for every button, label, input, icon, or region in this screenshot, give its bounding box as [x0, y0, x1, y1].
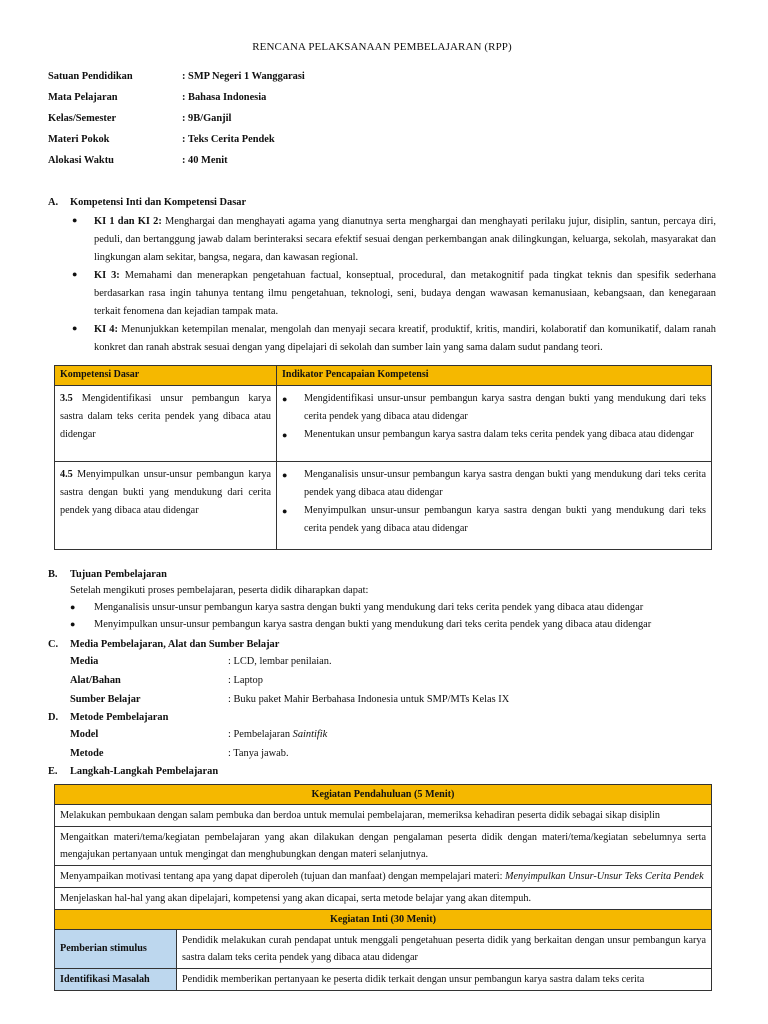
model-row [70, 725, 716, 744]
bullet-icon: ● [70, 601, 76, 612]
table-row [55, 804, 712, 826]
section-letter: C. [48, 638, 59, 650]
indicator-cell [277, 385, 712, 461]
step-cell: Pendidik melakukan curah pendapat untuk menggali pengetahuan peserta didik yang berkaitan dengan unsur pembangun karya sastra dalam teks cerita pendek yang dibaca atau didengar [177, 929, 712, 968]
section-b-heading [48, 567, 716, 582]
table-row [55, 826, 712, 865]
meta-label: Mata Pelajaran [48, 91, 118, 103]
section-title: Kompetensi Inti dan Kompetensi Dasar [70, 196, 247, 208]
table-row [55, 929, 712, 968]
section-letter: E. [48, 765, 58, 777]
list-item [282, 466, 706, 502]
document-title: RENCANA PELAKSANAAN PEMBELAJARAN (RPP) [252, 41, 512, 53]
meta-value: : 9B/Ganjil [182, 112, 232, 124]
bullet-icon: ● [72, 215, 78, 226]
pendahuluan-header: Kegiatan Pendahuluan (5 Menit) [55, 784, 712, 804]
tujuan-text: Menganalisis unsur-unsur pembangun karya sastra dengan bukti yang mendukung dari teks cerita pendek yang dibaca atau didengar [94, 601, 644, 613]
tujuan-intro: Setelah mengikuti proses pembelajaran, peserta didik diharapkan dapat: [70, 584, 369, 596]
section-e-heading [48, 764, 716, 779]
list-item [282, 426, 706, 444]
sumber-label: Sumber Belajar [70, 693, 141, 705]
model-italic: Saintifik [292, 728, 328, 740]
bullet-icon: ● [282, 393, 288, 404]
table-row [55, 887, 712, 909]
sumber-row [70, 690, 716, 709]
ki-list [72, 213, 716, 357]
step-label: Identifikasi Masalah [55, 968, 177, 990]
kd-number: 4.5 [60, 468, 73, 480]
meta-value: : 40 Menit [182, 154, 228, 166]
tujuan-text: Menyimpulkan unsur-unsur pembangun karya sastra dengan bukti yang mendukung dari teks cerita pendek yang dibaca atau didengar [94, 618, 652, 630]
meta-row-materi [48, 129, 716, 150]
step-cell [55, 865, 712, 887]
section-title: Metode Pembelajaran [70, 711, 169, 723]
ki-label: KI 1 dan KI 2: [94, 216, 162, 228]
meta-label: Alokasi Waktu [48, 154, 114, 166]
section-title: Media Pembelajaran, Alat dan Sumber Belajar [70, 638, 280, 650]
alat-value: : Laptop [228, 674, 263, 686]
ki-label: KI 4: [94, 324, 118, 336]
indicator-text: Mengidentifikasi unsur-unsur pembangun karya sastra dengan bukti yang mendukung dari teks cerita pendek yang dibaca atau didengar [304, 392, 706, 422]
section-c-heading [48, 637, 716, 652]
model-label: Model [70, 728, 99, 740]
identity-block [48, 66, 716, 171]
section-letter: B. [48, 568, 58, 580]
indicator-text: Menyimpulkan unsur-unsur pembangun karya sastra dengan bukti yang mendukung dari teks cerita pendek yang dibaca atau didengar [304, 504, 706, 534]
list-item [70, 599, 716, 616]
meta-label: Satuan Pendidikan [48, 70, 133, 82]
table-row [55, 385, 712, 461]
kd-text: Mengidentifikasi unsur pembangun karya sastra dalam teks cerita pendek yang dibaca atau didengar [60, 392, 271, 440]
table-row [55, 865, 712, 887]
bullet-icon: ● [70, 618, 76, 629]
list-item [282, 390, 706, 426]
ki-text: Memahami dan menerapkan pengetahuan factual, konseptual, procedural, dan metakognitif pada tingkat teknis dan spesifik sederhana berdasarkan rasa ingin tahunya tentang ilmu pengetahuan, teknologi, seni, budaya dengan wawasan kemanusiaan, kebangsaan, dan kenegaraan terkait fenomena dan kejadian tampak mata. [94, 270, 716, 318]
table-row [55, 461, 712, 549]
alat-label: Alat/Bahan [70, 674, 121, 686]
meta-value: : Teks Cerita Pendek [182, 133, 275, 145]
table-header-kd: Kompetensi Dasar [55, 366, 277, 386]
kd-cell [55, 385, 277, 461]
ki-label: KI 3: [94, 270, 120, 282]
bullet-icon: ● [282, 429, 288, 440]
media-row [70, 652, 716, 671]
section-title: Langkah-Langkah Pembelajaran [70, 765, 219, 777]
ki-text: Menunjukkan ketempilan menalar, mengolah dan menyaji secara kreatif, produktif, kritis, mandiri, kolaboratif dan komunikatif, dalam ranah konkret dan ranah abstrak sesuai dengan yang dipelajari di sekolah dan sumber lain yang sama dalam sudut pandang teori. [94, 324, 716, 354]
meta-value: : SMP Negeri 1 Wanggarasi [182, 70, 305, 82]
bullet-icon: ● [72, 323, 78, 334]
inti-header: Kegiatan Inti (30 Menit) [55, 909, 712, 929]
table-header-indikator: Indikator Pencapaian Kompetensi [277, 366, 712, 386]
meta-value: : Bahasa Indonesia [182, 91, 267, 103]
meta-label: Materi Pokok [48, 133, 110, 145]
media-value: : LCD, lembar penilaian. [228, 655, 332, 667]
indicator-text: Menganalisis unsur-unsur pembangun karya sastra dengan bukti yang mendukung dari teks cerita pendek yang dibaca atau didengar [304, 468, 706, 498]
step-cell: Menjelaskan hal-hal yang akan dipelajari, kompetensi yang akan dicapai, serta metode belajar yang akan ditempuh. [55, 887, 712, 909]
kd-cell [55, 461, 277, 549]
kd-text: Menyimpulkan unsur-unsur pembangun karya sastra dengan bukti yang mendukung dari cerita pendek yang dibaca atau didengar [60, 468, 271, 516]
bullet-icon: ● [282, 469, 288, 480]
tujuan-block [70, 582, 716, 633]
step-cell: Melakukan pembukaan dengan salam pembuka dan berdoa untuk memulai pembelajaran, memeriksa kehadiran peserta didik sebagai sikap disiplin [55, 804, 712, 826]
metode-label: Metode [70, 747, 104, 759]
media-label: Media [70, 655, 99, 667]
section-letter: D. [48, 711, 59, 723]
section-d-heading [48, 710, 716, 725]
list-item [282, 502, 706, 538]
metode-row [70, 744, 716, 763]
section-title: Tujuan Pembelajaran [70, 568, 167, 580]
step-cell: Pendidik memberikan pertanyaan ke peserta didik terkait dengan unsur pembangun karya sastra dalam teks cerita [177, 968, 712, 990]
list-item [70, 616, 716, 633]
model-value: : Pembelajaran [228, 728, 293, 740]
meta-row-mapel [48, 87, 716, 108]
table-row [55, 968, 712, 990]
list-item [72, 267, 716, 321]
bullet-icon: ● [72, 269, 78, 280]
step-label: Pemberian stimulus [55, 929, 177, 968]
bullet-icon: ● [282, 505, 288, 516]
list-item [72, 213, 716, 267]
meta-row-kelas [48, 108, 716, 129]
sumber-value: : Buku paket Mahir Berbahasa Indonesia untuk SMP/MTs Kelas IX [228, 693, 510, 705]
indicator-text: Menentukan unsur pembangun karya sastra dalam teks cerita pendek yang dibaca atau didengar [304, 428, 694, 440]
step-cell: Mengaitkan materi/tema/kegiatan pembelajaran yang akan dilakukan dengan pengalaman peserta didik dengan materi/tema/kegiatan sebelumnya serta mengajukan pertanyaan untuk mengingat dan menghubungkan dengan materi selanjutnya. [55, 826, 712, 865]
section-a-heading [48, 195, 716, 210]
meta-label: Kelas/Semester [48, 112, 117, 124]
list-item [72, 321, 716, 357]
meta-row-satuan [48, 66, 716, 87]
steps-table [54, 784, 712, 991]
motivasi-text: Menyampaikan motivasi tentang apa yang dapat diperoleh (tujuan dan manfaat) dengan mempelajari materi: [60, 870, 505, 882]
kd-number: 3.5 [60, 392, 73, 404]
alat-row [70, 671, 716, 690]
meta-row-alokasi [48, 150, 716, 171]
kd-indicator-table [54, 365, 712, 550]
section-letter: A. [48, 196, 59, 208]
ki-text: Menghargai dan menghayati agama yang dianutnya serta menghargai dan menghayati perilaku jujur, disiplin, santun, percaya diri, peduli, dan bertanggung jawab dalam berinteraksi secara efektif sesuai dengan perkembangan anak dilingkungan, keluarga, sekolah, masyarakat dan lingkungan alam sekitar, bangsa, negara, dan kawasan regional. [94, 216, 716, 264]
metode-value: : Tanya jawab. [228, 747, 289, 759]
motivasi-italic: Menyimpulkan Unsur-Unsur Teks Cerita Pendek [504, 870, 704, 882]
indicator-cell [277, 461, 712, 549]
